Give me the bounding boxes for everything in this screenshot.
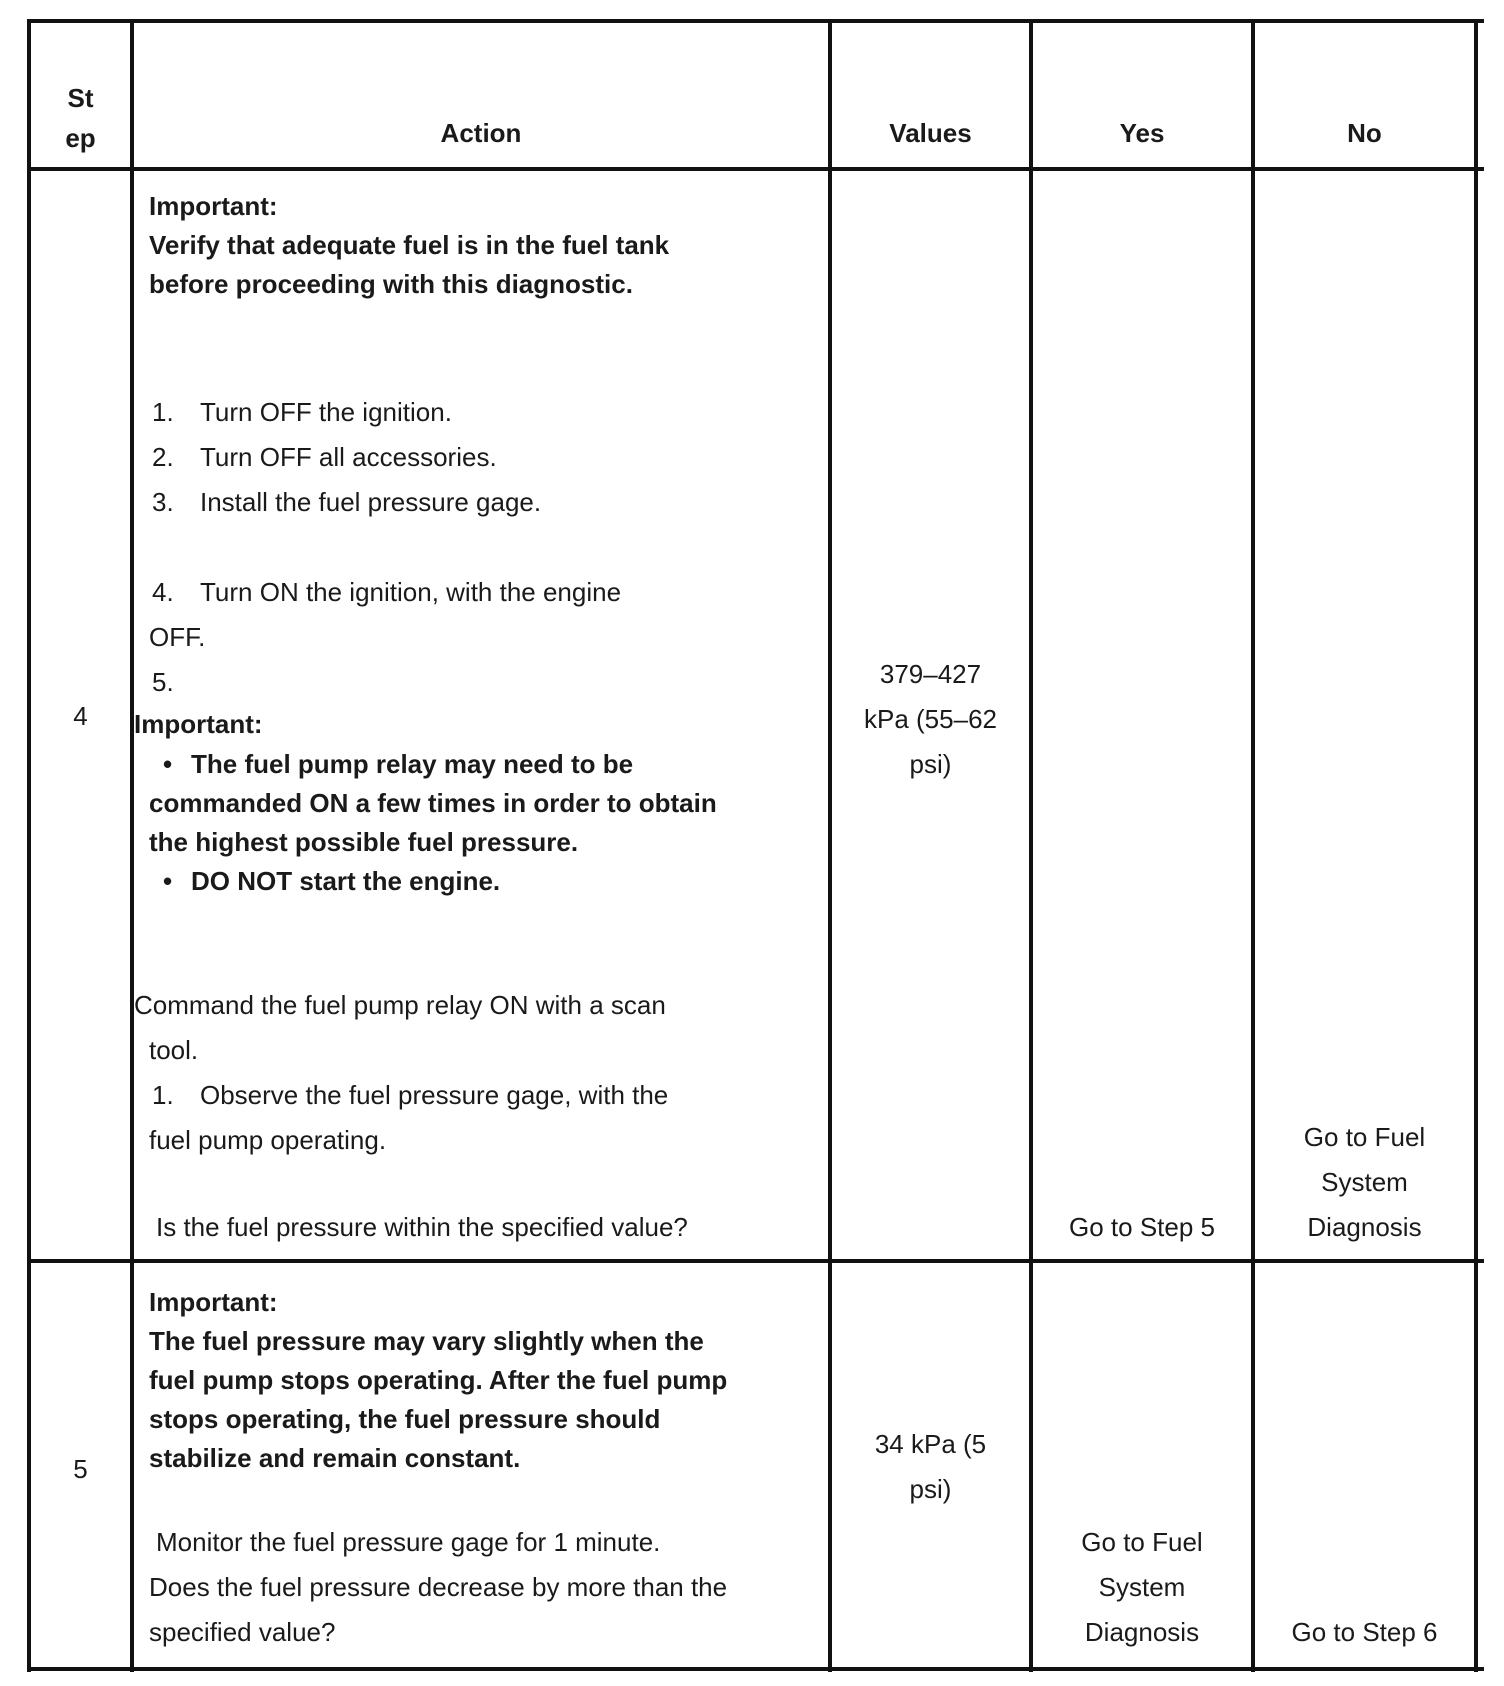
no-result: Go to Fuel System Diagnosis [1303, 1122, 1426, 1242]
bullet-item-continuation: commanded ON a few times in order to obtain [149, 788, 717, 818]
value-text: 379–427 kPa (55–62 psi) [864, 659, 997, 779]
value-text: 34 kPa (5 psi) [874, 1429, 987, 1504]
column-divider-values [1029, 20, 1033, 1672]
list-item-continuation: OFF. [149, 622, 206, 652]
important-text: before proceeding with this diagnostic. [149, 269, 633, 299]
step-number: 4 [73, 701, 88, 731]
header-yes: Yes [1119, 118, 1165, 148]
header-values: Values [889, 118, 972, 148]
instruction-text: Command the fuel pump relay ON with a scan [134, 990, 666, 1020]
step-number: 5 [73, 1454, 88, 1484]
important-label: Important: [149, 1287, 278, 1317]
no-result: Go to Step 6 [1291, 1617, 1438, 1647]
yes-result: Go to Fuel System Diagnosis [1081, 1527, 1203, 1647]
important-text: Verify that adequate fuel is in the fuel tank [149, 230, 670, 260]
list-item-continuation: fuel pump operating. [149, 1125, 387, 1155]
header-action: Action [440, 118, 522, 148]
important-text: fuel pump stops operating. After the fuel pump [149, 1365, 728, 1395]
column-divider-yes [1251, 20, 1255, 1672]
list-item: 4. Turn ON the ignition, with the engine [152, 577, 622, 607]
question-text: Does the fuel pressure decrease by more than the [149, 1572, 728, 1602]
header-bottom-line [27, 167, 1484, 171]
important-text: The fuel pressure may vary slightly when the [149, 1326, 704, 1356]
list-item: 1. Turn OFF the ignition. [152, 397, 452, 427]
instruction-text: Monitor the fuel pressure gage for 1 minute. [156, 1527, 661, 1557]
bullet-item: • The fuel pump relay may need to be [163, 749, 634, 779]
important-text: stabilize and remain constant. [149, 1443, 521, 1473]
instruction-text: tool. [149, 1035, 199, 1065]
table-border-right [1474, 20, 1478, 1672]
list-item: 1. Observe the fuel pressure gage, with the [152, 1080, 669, 1110]
important-label: Important: [149, 191, 278, 221]
column-divider-step [130, 20, 134, 1672]
list-item: 2. Turn OFF all accessories. [152, 442, 497, 472]
header-step: St ep [65, 83, 96, 153]
bullet-item-continuation: the highest possible fuel pressure. [149, 827, 579, 857]
table-border-left [27, 20, 31, 1672]
row-divider [27, 1259, 1484, 1263]
table-border-bottom [27, 1667, 1484, 1671]
question-text: specified value? [149, 1617, 336, 1647]
important-label: Important: [134, 709, 263, 739]
list-item: 3. Install the fuel pressure gage. [152, 487, 542, 517]
question-text: Is the fuel pressure within the specified value? [156, 1212, 688, 1242]
important-text: stops operating, the fuel pressure should [149, 1404, 661, 1434]
header-no: No [1347, 118, 1382, 148]
yes-result: Go to Step 5 [1069, 1212, 1215, 1242]
table-border-top [27, 19, 1484, 23]
list-item: 5. [152, 667, 174, 697]
bullet-item: • DO NOT start the engine. [163, 866, 501, 896]
